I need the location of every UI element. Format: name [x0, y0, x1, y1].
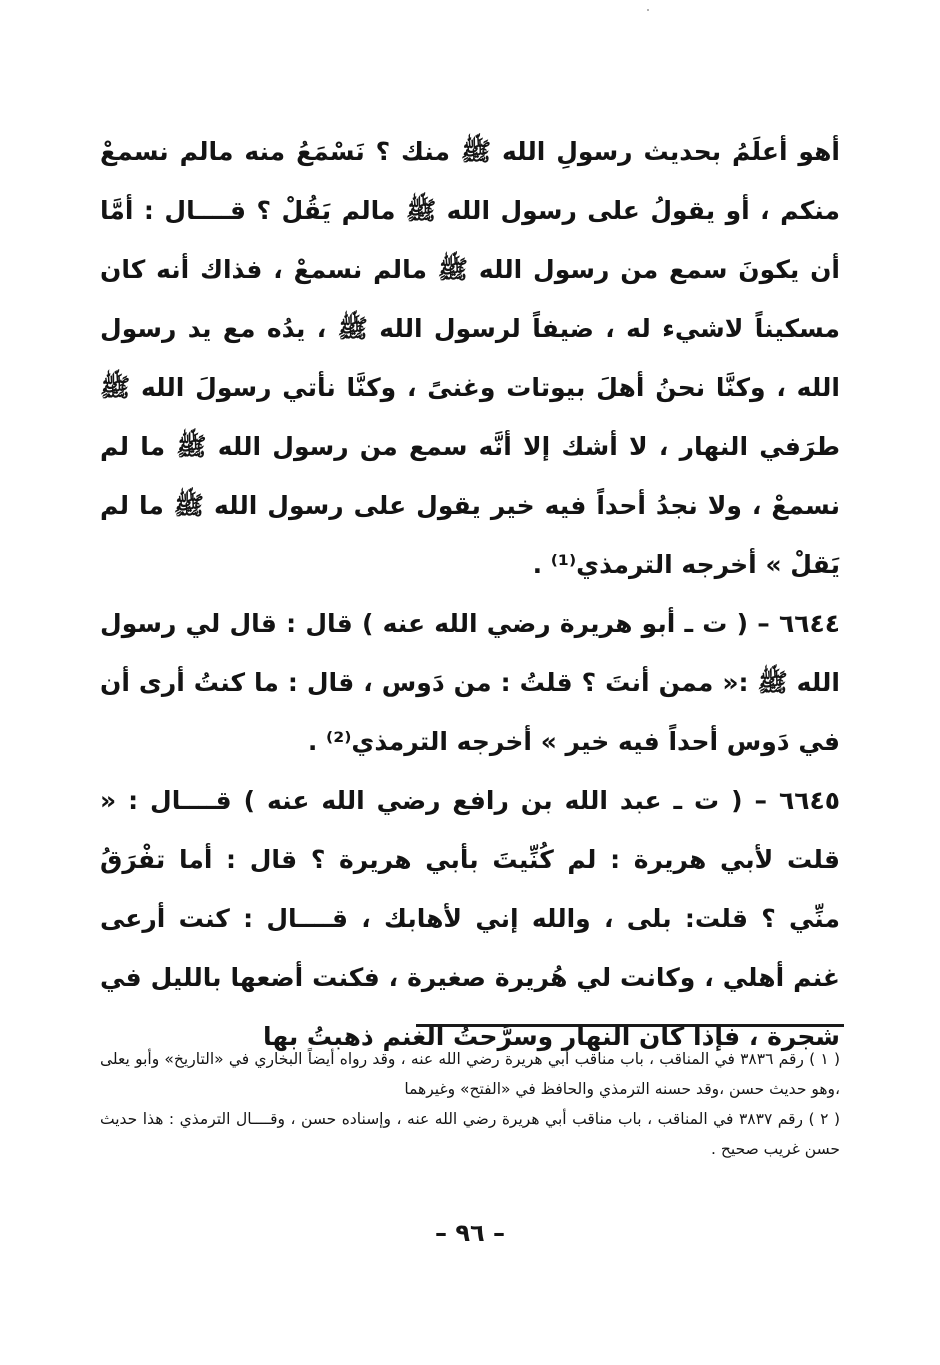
footnotes: [100, 1044, 840, 1164]
main-text: [100, 122, 840, 1066]
hadith-continuation-paragraph: أهو أعلَمُ بحديث رسولِ الله ﷺ منك ؟ نَسْمَعُ منه مالم نسمعْ منكم ، أو يقولُ على رسول الله ﷺ مالم يَقُلْ ؟ قــــال : أمَّا أن يكونَ سمع من رسول الله ﷺ مالم نسمعْ ، فذاك أنه كان مسكيناً لاشيء له ، ضيفاً لرسول الله ﷺ ، يدُه مع يد رسول الله ، وكنَّا نحنُ أهلَ بيوتات وغنىً ، وكنَّا نأتي رسولَ الله ﷺ طرَفي النهار ، لا أشك إلا أنَّه سمع من رسول الله ﷺ ما لم نسمعْ ، ولا نجدُ أحداً فيه خير يقول على رسول الله ﷺ ما لم يَقلْ » أخرجه الترمذي⁽¹⁾ .: [100, 137, 840, 579]
page-number: – ٩٦ –: [434, 1219, 505, 1247]
footnote-2: ( ٢ ) رقم ٣٨٣٧ في المناقب ، باب مناقب أبي هريرة رضي الله عنه ، وإسناده حسن ، وقــــال الترمذي : هذا حديث حسن غريب صحيح .: [100, 1110, 840, 1158]
hadith-6644-paragraph: ٦٦٤٤ – ( ت ـ أبو هريرة رضي الله عنه ) قال : قال لي رسول الله ﷺ :« ممن أنتَ ؟ قلتُ : من دَوس ، قال : ما كنتُ أرى أن في دَوس أحداً فيه خير » أخرجه الترمذي⁽²⁾ .: [100, 609, 840, 756]
footnote-divider: [416, 1024, 844, 1027]
footnote-1: ( ١ ) رقم ٣٨٣٦ في المناقب ، باب مناقب أبي هريرة رضي الله عنه ، وقد رواه أيضاً البخاري في «التاريخ» وأبو يعلى ،وهو حديث حسن ،وقد حسنه الترمذي والحافظ في «الفتح» وغيرهما: [100, 1050, 840, 1098]
hadith-6645-paragraph: ٦٦٤٥ – ( ت ـ عبد الله بن رافع رضي الله عنه ) قــــال : « قلت لأبي هريرة : لم كُنِّيتَ بأبي هريرة ؟ قال : أما تفْرَقُ منِّي ؟ قلت: بلى ، والله إني لأهابك ، قــــال : كنت أرعى غنم أهلي ، وكانت لي هُريرة صغيرة ، فكنت أضعها بالليل في شجرة ، فإذا كان النهار وسرَّحتُ الغنم ذهبتُ بها: [100, 786, 840, 1051]
scan-speck: [647, 9, 649, 11]
